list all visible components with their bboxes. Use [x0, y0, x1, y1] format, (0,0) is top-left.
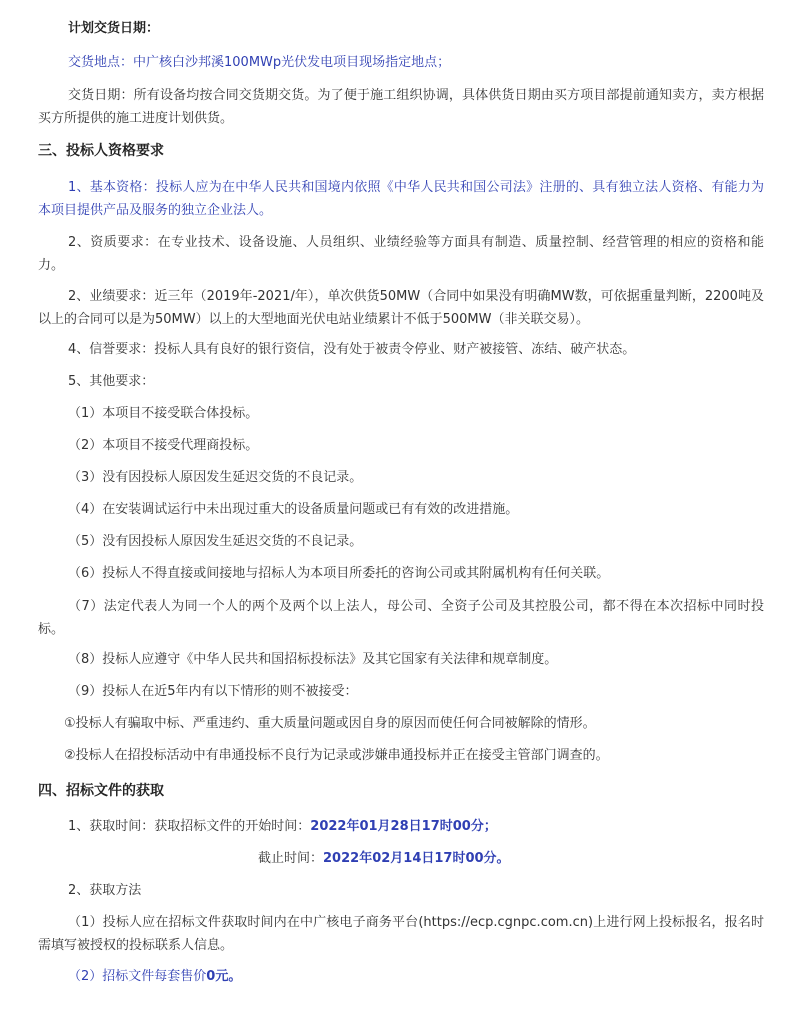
other-req-5: （5）没有因投标人原因发生延迟交货的不良记录。 [68, 534, 363, 549]
acquisition-time [68, 816, 762, 837]
qualification-basic: 1、基本资格：投标人应为在中华人民共和国境内依照《中华人民共和国公司法》注册的、具有独立法人资格、有能力为本项目提供产品及服务的独立企业法人。 [38, 180, 764, 218]
section3-heading: 三、投标人资格要求 [38, 143, 164, 159]
other-req-9: （9）投标人在近5年内有以下情形的则不被接受： [68, 684, 358, 699]
exclusion-2: ②投标人在招投标活动中有串通投标不良行为记录或涉嫌串通投标并正在接受主管部门调查的。 [64, 748, 609, 763]
acquisition-method-1: （1）投标人应在招标文件获取时间内在中广核电子商务平台(https://ecp.cgnpc.com.cn)上进行网上投标报名，报名时需填写被授权的投标联系人信息。 [38, 915, 764, 953]
exclusion-1: ①投标人有骗取中标、严重违约、重大质量问题或因自身的原因而使任何合同被解除的情形。 [64, 716, 596, 731]
other-req-2: （2）本项目不接受代理商投标。 [68, 438, 259, 453]
other-req-3: （3）没有因投标人原因发生延迟交货的不良记录。 [68, 470, 363, 485]
acquisition-deadline [258, 848, 510, 869]
other-req-8: （8）投标人应遵守《中华人民共和国招标投标法》及其它国家有关法律和规章制度。 [68, 652, 558, 667]
qualification-other: 5、其他要求： [68, 374, 155, 389]
acquisition-start-time: 2022年01月28日17时00分； [310, 819, 497, 834]
section4-heading: 四、招标文件的获取 [38, 783, 164, 799]
price-value: 0元。 [206, 969, 242, 984]
qualification-capability: 2、资质要求：在专业技术、设备设施、人员组织、业绩经验等方面具有制造、质量控制、经营管理的相应的资格和能力。 [38, 235, 764, 273]
other-req-7: （7）法定代表人为同一个人的两个及两个以上法人，母公司、全资子公司及其控股公司，都不得在本次招标中同时投标。 [38, 599, 764, 637]
deadline-label: 截止时间： [258, 851, 324, 866]
other-req-6: （6）投标人不得直接或间接地与招标人为本项目所委托的咨询公司或其附属机构有任何关联。 [68, 566, 610, 581]
qualification-credit: 4、信誉要求：投标人具有良好的银行资信，没有处于被责令停业、财产被接管、冻结、破产状态。 [68, 342, 636, 357]
acquisition-method: 2、获取方法 [68, 883, 142, 898]
other-req-1: （1）本项目不接受联合体投标。 [68, 406, 259, 421]
document-price [68, 966, 762, 987]
other-req-4: （4）在安装调试运行中未出现过重大的设备质量问题或已有有效的改进措施。 [68, 502, 519, 517]
price-label: （2）招标文件每套售价 [68, 969, 207, 984]
qualification-performance: 2、业绩要求：近三年（2019年-2021/年），单次供货50MW（合同中如果没有明确MW数，可依据重量判断，2200吨及以上的合同可以是为50MW）以上的大型地面光伏电站业绩累计不低于500MW（非关联交易）。 [38, 289, 764, 327]
acquisition-time-label: 1、获取时间：获取招标文件的开始时间： [68, 819, 311, 834]
delivery-title: 计划交货日期： [68, 21, 160, 36]
delivery-date-text: 交货日期：所有设备均按合同交货期交货。为了便于施工组织协调，具体供货日期由买方项目部提前通知卖方，卖方根据买方所提供的施工进度计划供货。 [38, 88, 764, 126]
deadline-time: 2022年02月14日17时00分。 [323, 851, 510, 866]
delivery-location: 交货地点：中广核白沙邦溪100MWp光伏发电项目现场指定地点； [68, 55, 451, 70]
